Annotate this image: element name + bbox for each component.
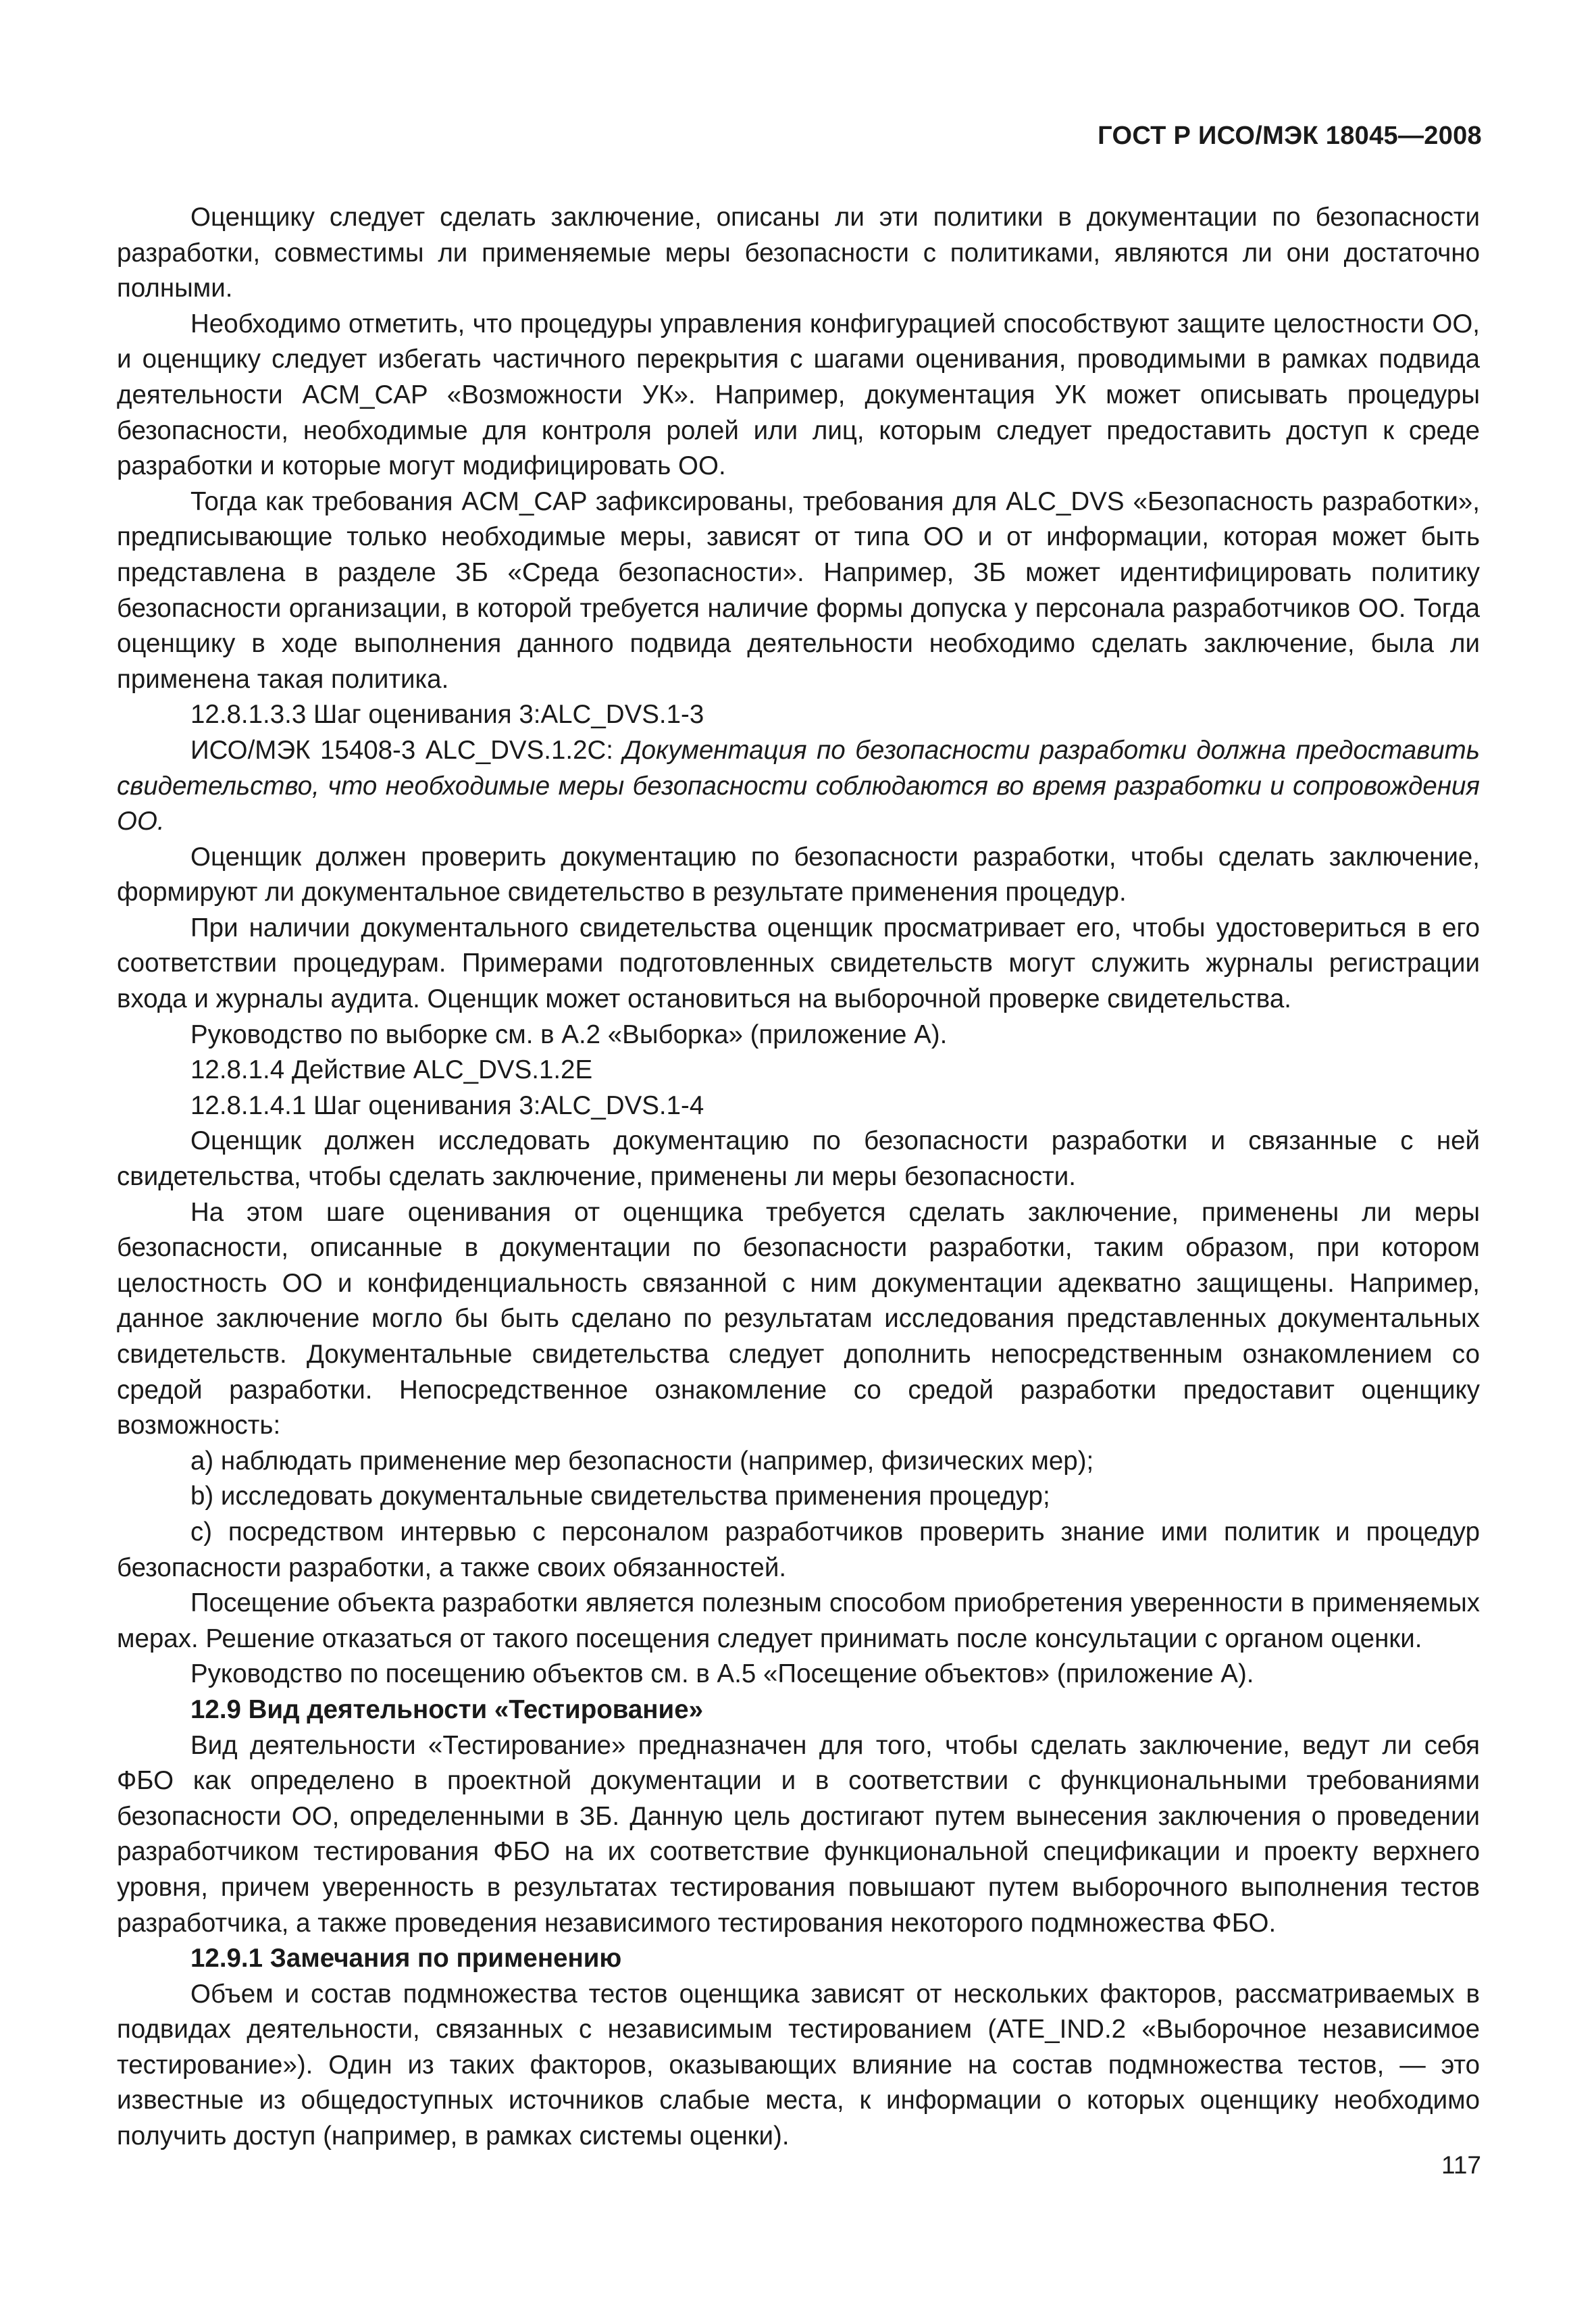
paragraph: Вид деятельности «Тестирование» предназначен для того, чтобы сделать заключение, ведут ли себя ФБО как определено в проектной документации и в соответствии с функциональными требованиями безопасности ОО, определенными в ЗБ. Данную цель достигают путем вынесения заключения о проведении разработчиком тестирования ФБО на их соответствие функциональной спецификации и проекту верхнего уровня, причем уверенность в результатах тестирования повышают путем выборочного выполнения тестов разработчика, а также проведения независимого тестирования некоторого подмножества ФБО. (117, 1730, 1480, 1938)
paragraph: Оценщик должен проверить документацию по безопасности разработки, чтобы сделать заключение, формируют ли документальное свидетельство в результате применения процедур. (117, 842, 1480, 907)
page-number: 117 (1441, 2151, 1481, 2179)
paragraph: Оценщику следует сделать заключение, описаны ли эти политики в документации по безопасности разработки, совместимы ли применяемые меры безопасности с политиками, являются ли они достаточно полными. (117, 203, 1480, 303)
paragraph: Оценщик должен исследовать документацию по безопасности разработки и связанные с ней свидетельства, чтобы сделать заключение, применены ли меры безопасности. (117, 1126, 1480, 1192)
paragraph: На этом шаге оценивания от оценщика требуется сделать заключение, применены ли меры безопасности, описанные в документации по безопасности разработки, таким образом, при котором целостность ОО и конфиденциальность связанной с ним документации адекватно защищены. Например, данное заключение могло бы быть сделано по результатам исследования представленных документальных свидетельств. Документальные свидетельства следует дополнить непосредственным ознакомлением со средой разработки. Непосредственное ознакомление со средой разработки предоставит оценщику возможность: (117, 1197, 1480, 1440)
paragraph: При наличии документального свидетельства оценщик просматривает его, чтобы удостовериться в его соответствии процедурам. Примерами подготовленных свидетельств могут служить журналы регистрации входа и журналы аудита. Оценщик может остановиться на выборочной проверке свидетельства. (117, 913, 1480, 1014)
paragraph: Руководство по выборке см. в А.2 «Выборка» (приложение А). (190, 1020, 948, 1049)
subsection-heading: 12.9.1 Замечания по применению (190, 1944, 622, 1973)
standard-designation: ГОСТ Р ИСО/МЭК 18045—2008 (1098, 122, 1482, 150)
paragraph: Объем и состав подмножества тестов оценщика зависят от нескольких факторов, рассматриваемых в подвидах деятельности, связанных с независимым тестированием (ATE_IND.2 «Выборочное независимое тестирование»). Один из таких факторов, оказывающих влияние на состав подмножества тестов, — это известные из общедоступных источников слабые места, к информации о которых оценщику необходимо получить доступ (например, в рамках системы оценки). (117, 1979, 1480, 2151)
paragraph: Руководство по посещению объектов см. в А.5 «Посещение объектов» (приложение А). (190, 1659, 1254, 1689)
list-item: b) исследовать документальные свидетельства применения процедур; (190, 1482, 1050, 1511)
list-item: с) посредством интервью с персоналом разработчиков проверить знание ими политик и процедур безопасности разработки, а также своих обязанностей. (117, 1517, 1480, 1582)
section-heading: 12.9 Вид деятельности «Тестирование» (190, 1694, 704, 1724)
requirement-reference: ИСО/МЭК 15408-3 ALC_DVS.1.2С: (190, 735, 623, 765)
list-item: а) наблюдать применение мер безопасности (например, физических мер); (190, 1446, 1094, 1476)
step-heading: 12.8.1.4.1 Шаг оценивания 3:ALC_DVS.1-4 (190, 1090, 704, 1120)
paragraph: Необходимо отметить, что процедуры управления конфигурацией способствуют защите целостности ОО, и оценщику следует избегать частичного перекрытия с шагами оценивания, проводимыми в рамках подвида деятельности ACM_CAP «Возможности УК». Например, документация УК может описывать процедуры безопасности, необходимые для контроля ролей или лиц, которым следует предоставить доступ к среде разработки и которые могут модифицировать ОО. (117, 309, 1480, 481)
paragraph: Посещение объекта разработки является полезным способом приобретения уверенности в применяемых мерах. Решение отказаться от такого посещения следует принимать после консультации с органом оценки. (117, 1588, 1480, 1653)
paragraph: Тогда как требования ACM_CAP зафиксированы, требования для ALC_DVS «Безопасность разработки», предписывающие только необходимые меры, зависят от типа ОО и от информации, которая может быть представлена в разделе ЗБ «Среда безопасности». Например, ЗБ может идентифицировать политику безопасности организации, в которой требуется наличие формы допуска у персонала разработчиков ОО. Тогда оценщику в ходе выполнения данного подвида деятельности необходимо сделать заключение, была ли применена такая политика. (117, 486, 1480, 694)
action-heading: 12.8.1.4 Действие ALC_DVS.1.2E (190, 1055, 593, 1085)
document-body (117, 200, 1480, 2155)
step-heading: 12.8.1.3.3 Шаг оценивания 3:ALC_DVS.1-3 (190, 700, 704, 730)
requirement-paragraph (117, 733, 1480, 840)
requirement-text: Документация по безопасности разработки должна предоставить свидетельство, что необходимые меры безопасности соблюдаются во время разработки и сопровождения ОО. (117, 735, 1480, 836)
